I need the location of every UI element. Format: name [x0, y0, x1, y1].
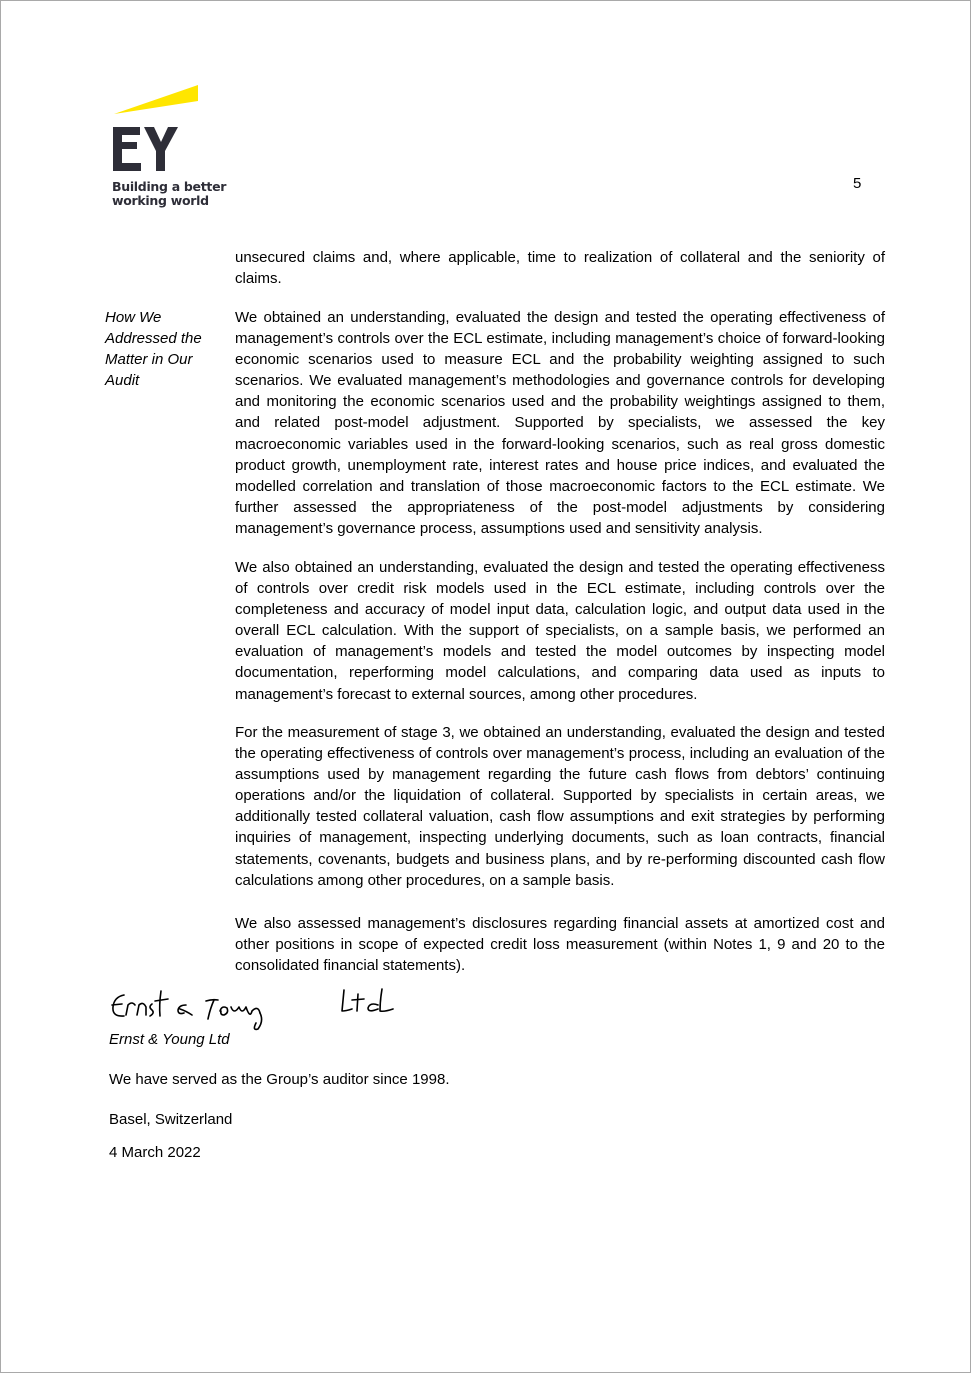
- signature-icon: [106, 985, 406, 1033]
- ey-letter-y-icon: [144, 127, 178, 171]
- page-number: 5: [853, 175, 862, 192]
- ey-logo-mark: [110, 84, 230, 184]
- tagline-line-2: working world: [112, 193, 209, 208]
- paragraph-stage-3: [235, 722, 885, 891]
- paragraph-credit-risk-models: [235, 557, 885, 705]
- report-date: 4 March 2022: [109, 1144, 201, 1161]
- report-location: Basel, Switzerland: [109, 1111, 233, 1128]
- tagline-line-1: Building a better: [112, 179, 227, 194]
- section-side-heading: How We Addressed the Matter in Our Audit: [105, 309, 202, 389]
- paragraph-text: We obtained an understanding, evaluated the design and tested the operating effectiveness of management’s controls over the ECL estimate, including management’s choice of forward-looking economic scenarios used to measure ECL and the probability weighting assigned to such scenarios. We evaluated management’s methodologies and governance controls for developing and monitoring the economic scenarios used and the probability weightings assigned to them, and related post-model adjustment. Supported by specialists, we assessed the key macroeconomic variables used in the forward-looking scenarios, such as real gross domestic product growth, unemployment rate, interest rates and house price indices, and evaluated the modelled correlation and translation of those macroeconomic factors to the ECL estimate. We further assessed the appropriateness of the post-model adjustments by considering management’s governance process, assumptions used and sensitivity analysis.: [235, 309, 885, 537]
- paragraph-ecl-controls: [235, 307, 885, 539]
- firm-name: Ernst & Young Ltd: [109, 1031, 230, 1048]
- logo-tagline: [112, 180, 226, 208]
- ey-beam-icon: [114, 85, 198, 114]
- ey-letter-e-icon: [113, 127, 141, 171]
- paragraph-continuation: [235, 247, 885, 289]
- paragraph-text: For the measurement of stage 3, we obtained an understanding, evaluated the design and tested the operating effectiveness of controls over management’s process, including an evaluation of the assumptions used by management regarding the future cash flows from debtors’ continuing operations and/or the liquidation of collateral. Supported by specialists in certain areas, we additionally tested collateral valuation, cash flow assumptions and exit strategies by performing inquiries of management, inspecting underlying documents, such as loan contracts, financial statements, covenants, budgets and business plans, and by re-performing discounted cash flow calculations among other procedures, on a sample basis.: [235, 724, 885, 889]
- paragraph-disclosures: [235, 913, 885, 976]
- auditor-since-statement: We have served as the Group’s auditor since 1998.: [109, 1071, 450, 1088]
- paragraph-text: unsecured claims and, where applicable, time to realization of collateral and the seniority of claims.: [235, 249, 885, 288]
- paragraph-text: We also assessed management’s disclosures regarding financial assets at amortized cost and other positions in scope of expected credit loss measurement (within Notes 1, 9 and 20 to the consolidated financial statements).: [235, 915, 885, 975]
- paragraph-text: We also obtained an understanding, evaluated the design and tested the operating effectiveness of controls over credit risk models used in the ECL estimate, including controls over the completeness and accuracy of model input data, calculation logic, and output data used in the overall ECL calculation. With the support of specialists, on a sample basis, we performed an evaluation of management’s models and tested the model outcomes by inspecting model documentation, reperforming model calculations, and comparing data used as inputs to management’s forecast to external sources, among other procedures.: [235, 559, 885, 703]
